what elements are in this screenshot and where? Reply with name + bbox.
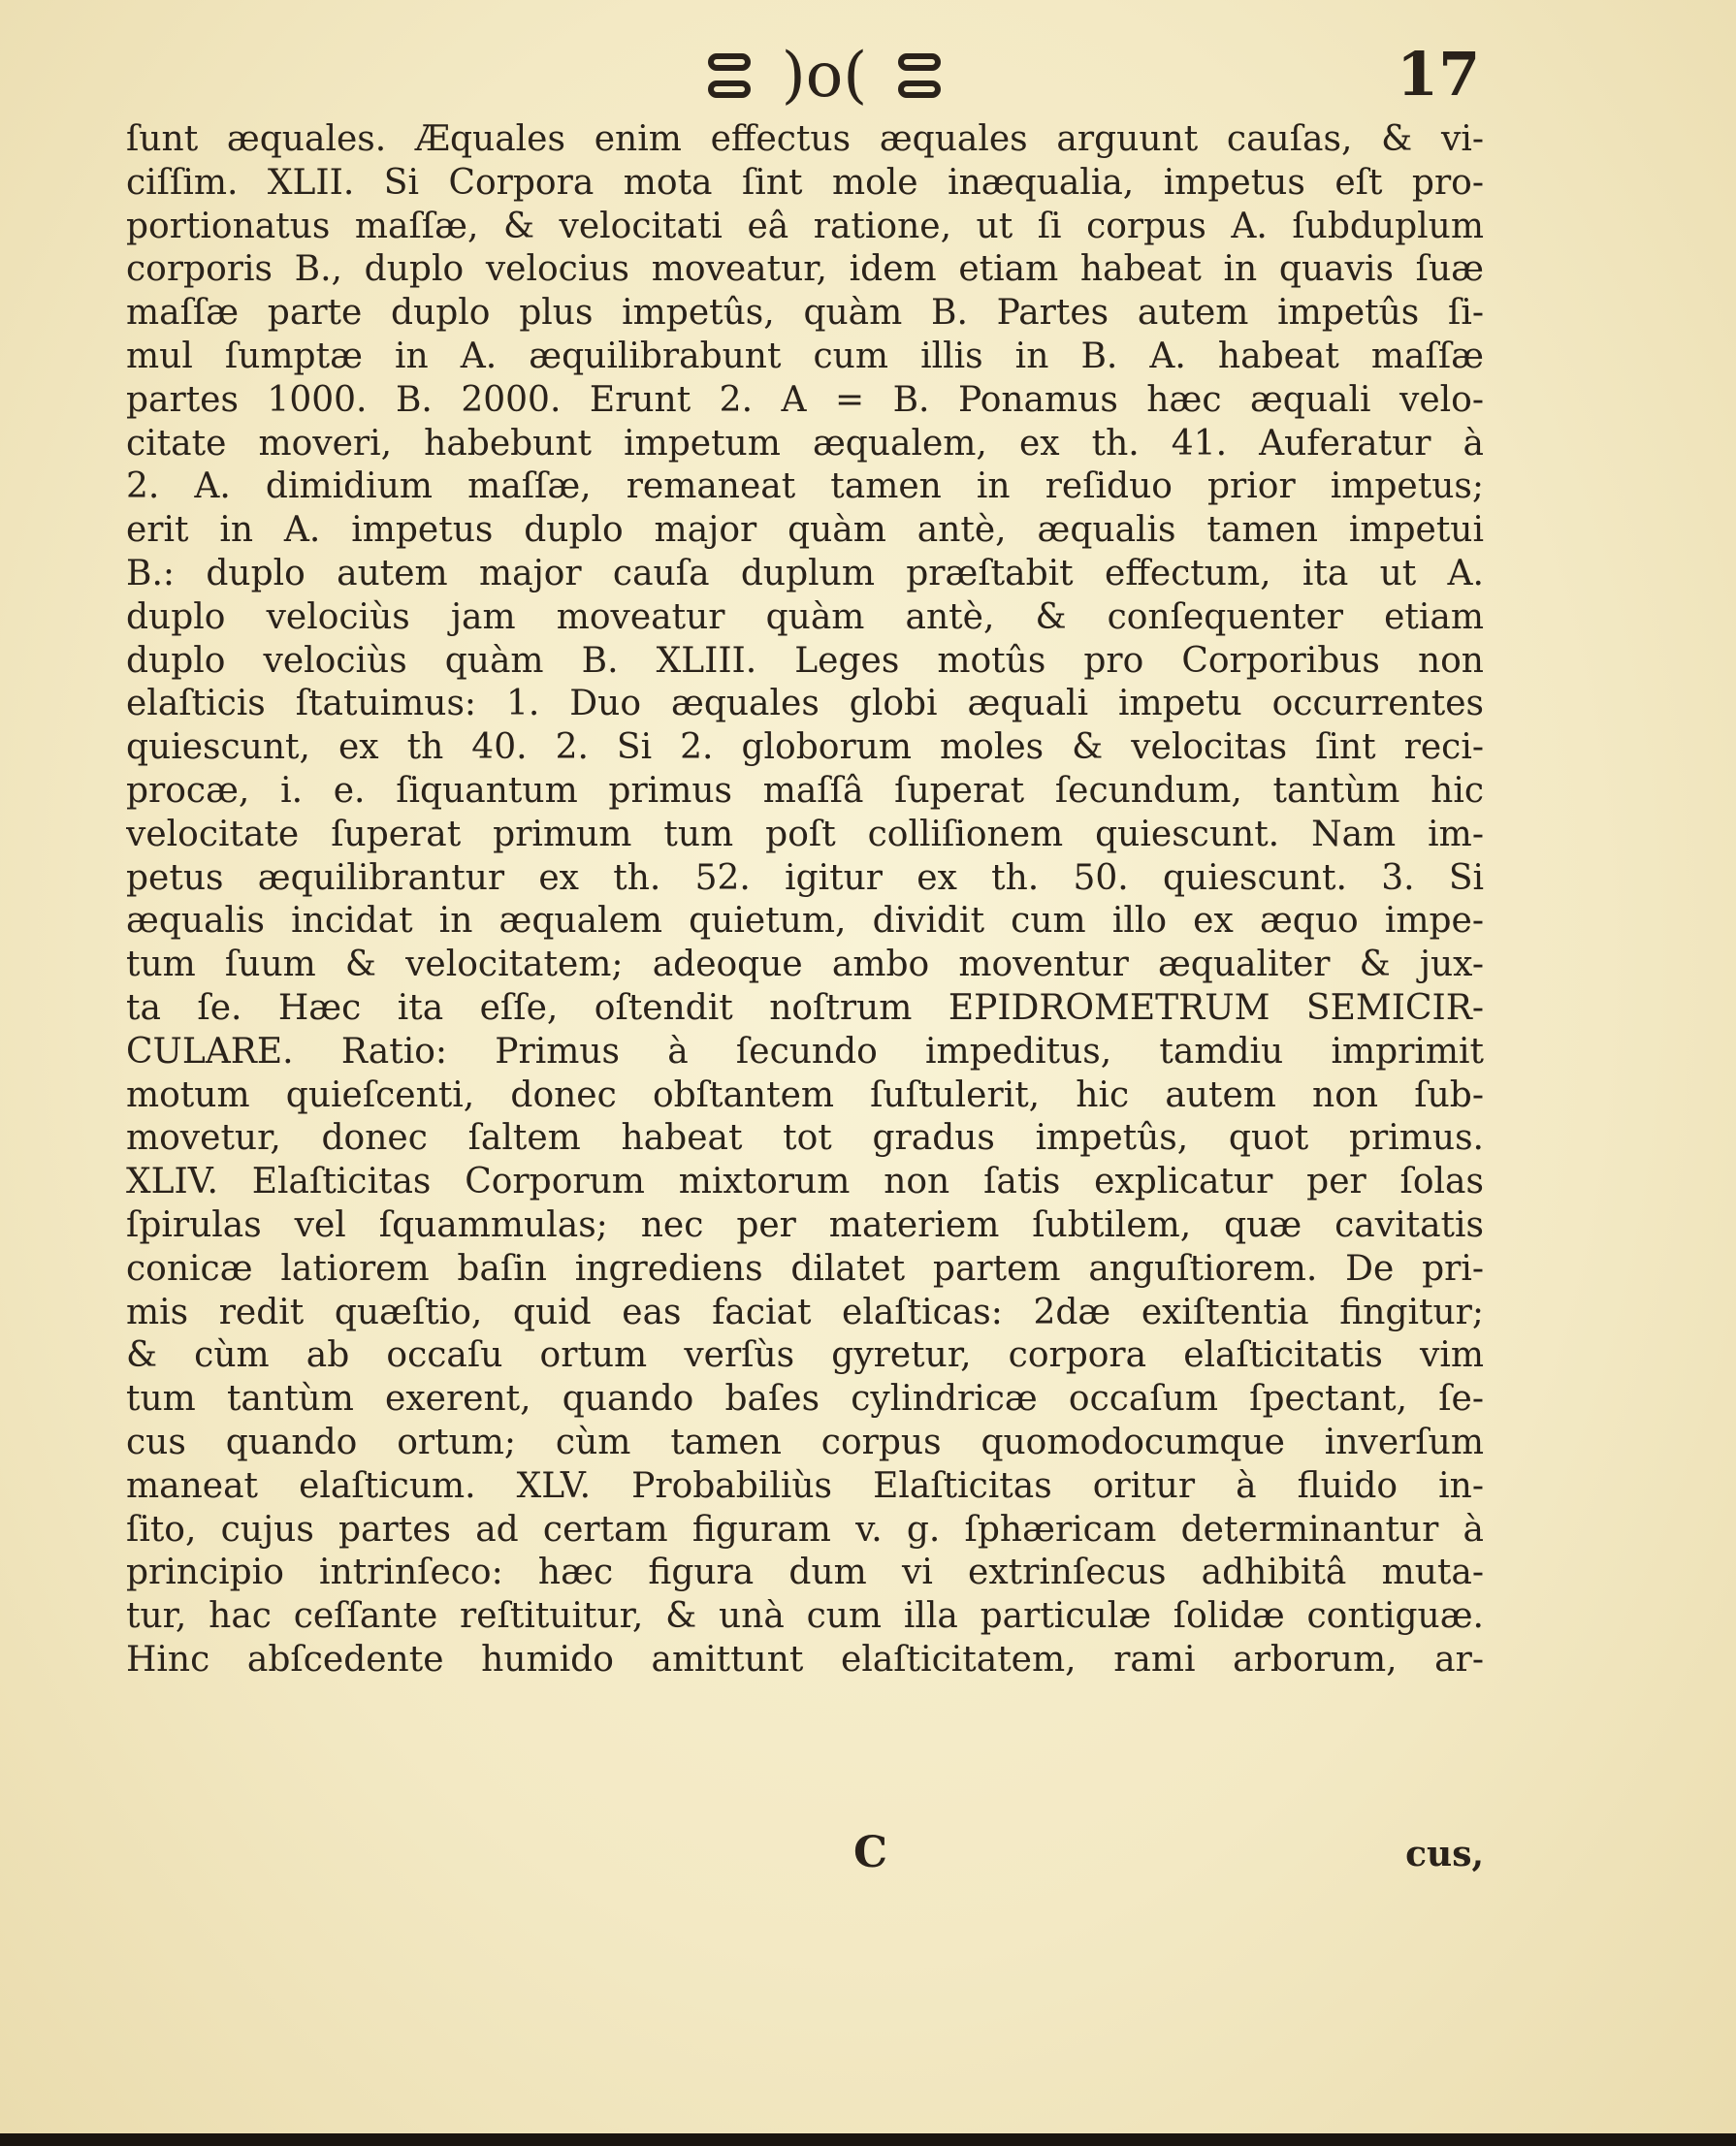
text-line: maſſæ parte duplo plus impetûs, quàm B. Partes autem impetûs ſi- bbox=[126, 293, 1484, 334]
text-line: partes 1000. B. 2000. Erunt 2. A = B. Ponamus hæc æquali velo- bbox=[126, 379, 1484, 420]
text-line: ta ſe. Hæc ita eſſe, oſtendit noſtrum EPIDROMETRUM SEMICIR- bbox=[126, 987, 1484, 1028]
catchword: cus, bbox=[1405, 1834, 1484, 1874]
text-line: XLIV. Elaſticitas Corporum mixtorum non ſatis explicatur per ſolas bbox=[126, 1162, 1484, 1202]
text-line: duplo velociùs jam moveatur quàm antè, & conſequenter etiam bbox=[126, 596, 1484, 637]
text-line: æqualis incidat in æqualem quietum, dividit cum illo ex æquo impe- bbox=[126, 901, 1484, 942]
text-line: ſunt æquales. Æquales enim effectus æquales arguunt cauſas, & vi- bbox=[126, 119, 1484, 159]
text-line: ſito, cujus partes ad certam figuram v. g. ſphæricam determinantur à bbox=[126, 1509, 1484, 1550]
text-line: procæ, i. e. ſiquantum primus maſſâ ſuperat ſecundum, tantùm hic bbox=[126, 770, 1484, 811]
text-line: principio intrinſeco: hæc figura dum vi extrinſecus adhibitâ muta- bbox=[126, 1553, 1484, 1593]
text-line: ciſſim. XLII. Si Corpora mota ſint mole inæqualia, impetus eſt pro- bbox=[126, 162, 1484, 203]
text-line: mul ſumptæ in A. æquilibrabunt cum illis in B. A. habeat maſſæ bbox=[126, 336, 1484, 376]
text-line: maneat elaſticum. XLV. Probabiliùs Elaſticitas oritur à fluido in- bbox=[126, 1465, 1484, 1506]
text-line: & cùm ab occaſu ortum verſùs gyretur, corpora elaſticitatis vim bbox=[126, 1335, 1484, 1376]
text-line: tum ſuum & velocitatem; adeoque ambo moventur æqualiter & jux- bbox=[126, 945, 1484, 985]
text-line: tur, hac ceſſante reſtituitur, & unà cum illa particulæ ſolidæ contiguæ. bbox=[126, 1596, 1484, 1637]
text-line: velocitate ſuperat primum tum poſt colliſionem quiescunt. Nam im- bbox=[126, 814, 1484, 854]
text-line: quiescunt, ex th 40. 2. Si 2. globorum moles & velocitas ſint reci- bbox=[126, 727, 1484, 768]
text-line: tum tantùm exerent, quando baſes cylindricæ occaſum ſpectant, ſe- bbox=[126, 1379, 1484, 1420]
text-line: Hinc abſcedente humido amittunt elaſticitatem, rami arborum, ar- bbox=[126, 1639, 1484, 1680]
text-line: elaſticis ſtatuimus: 1. Duo æquales globi æquali impetu occurrentes bbox=[126, 684, 1484, 724]
page-number: 17 bbox=[1397, 39, 1481, 110]
scan-border bbox=[0, 2133, 1736, 2146]
text-line: conicæ latiorem baſin ingrediens dilatet partem anguſtiorem. De pri- bbox=[126, 1248, 1484, 1289]
text-line: motum quieſcenti, donec obſtantem ſuſtulerit, hic autem non ſub- bbox=[126, 1074, 1484, 1115]
text-line: movetur, donec ſaltem habeat tot gradus impetûs, quot primus. bbox=[126, 1118, 1484, 1159]
text-line: 2. A. dimidium maſſæ, remaneat tamen in reſiduo prior impetus; bbox=[126, 466, 1484, 507]
text-line: corporis B., duplo velocius moveatur, idem etiam habeat in quavis ſuæ bbox=[126, 249, 1484, 290]
body-text bbox=[126, 118, 1484, 1682]
text-line: portionatus maſſæ, & velocitati eâ ratione, ut ſi corpus A. ſubduplum bbox=[126, 206, 1484, 246]
text-line: CULARE. Ratio: Primus à ſecundo impeditus, tamdiu imprimit bbox=[126, 1031, 1484, 1072]
text-line: ſpirulas vel ſquammulas; nec per materiem ſubtilem, quæ cavitatis bbox=[126, 1204, 1484, 1245]
text-line: petus æquilibrantur ex th. 52. igitur ex th. 50. quiescunt. 3. Si bbox=[126, 857, 1484, 898]
text-line: B.: duplo autem major cauſa duplum præſtabit effectum, ita ut A. bbox=[126, 553, 1484, 593]
text-line: erit in A. impetus duplo major quàm antè, æqualis tamen impetui bbox=[126, 510, 1484, 551]
page-header bbox=[582, 37, 1067, 114]
text-line: duplo velociùs quàm B. XLIII. Leges motûs pro Corporibus non bbox=[126, 640, 1484, 681]
text-line: mis redit quæſtio, quid eas faciat elaſticas: 2dæ exiſtentia fingitur; bbox=[126, 1292, 1484, 1332]
text-line: citate moveri, habebunt impetum æqualem, ex th. 41. Auferatur à bbox=[126, 423, 1484, 464]
right-ornament-icon bbox=[894, 48, 945, 104]
left-ornament-icon bbox=[704, 48, 755, 104]
paren-mark: )o( bbox=[781, 40, 868, 112]
page-footer bbox=[126, 1828, 1484, 1886]
signature-mark: C bbox=[853, 1828, 888, 1877]
text-line: cus quando ortum; cùm tamen corpus quomodocumque inverſum bbox=[126, 1422, 1484, 1462]
